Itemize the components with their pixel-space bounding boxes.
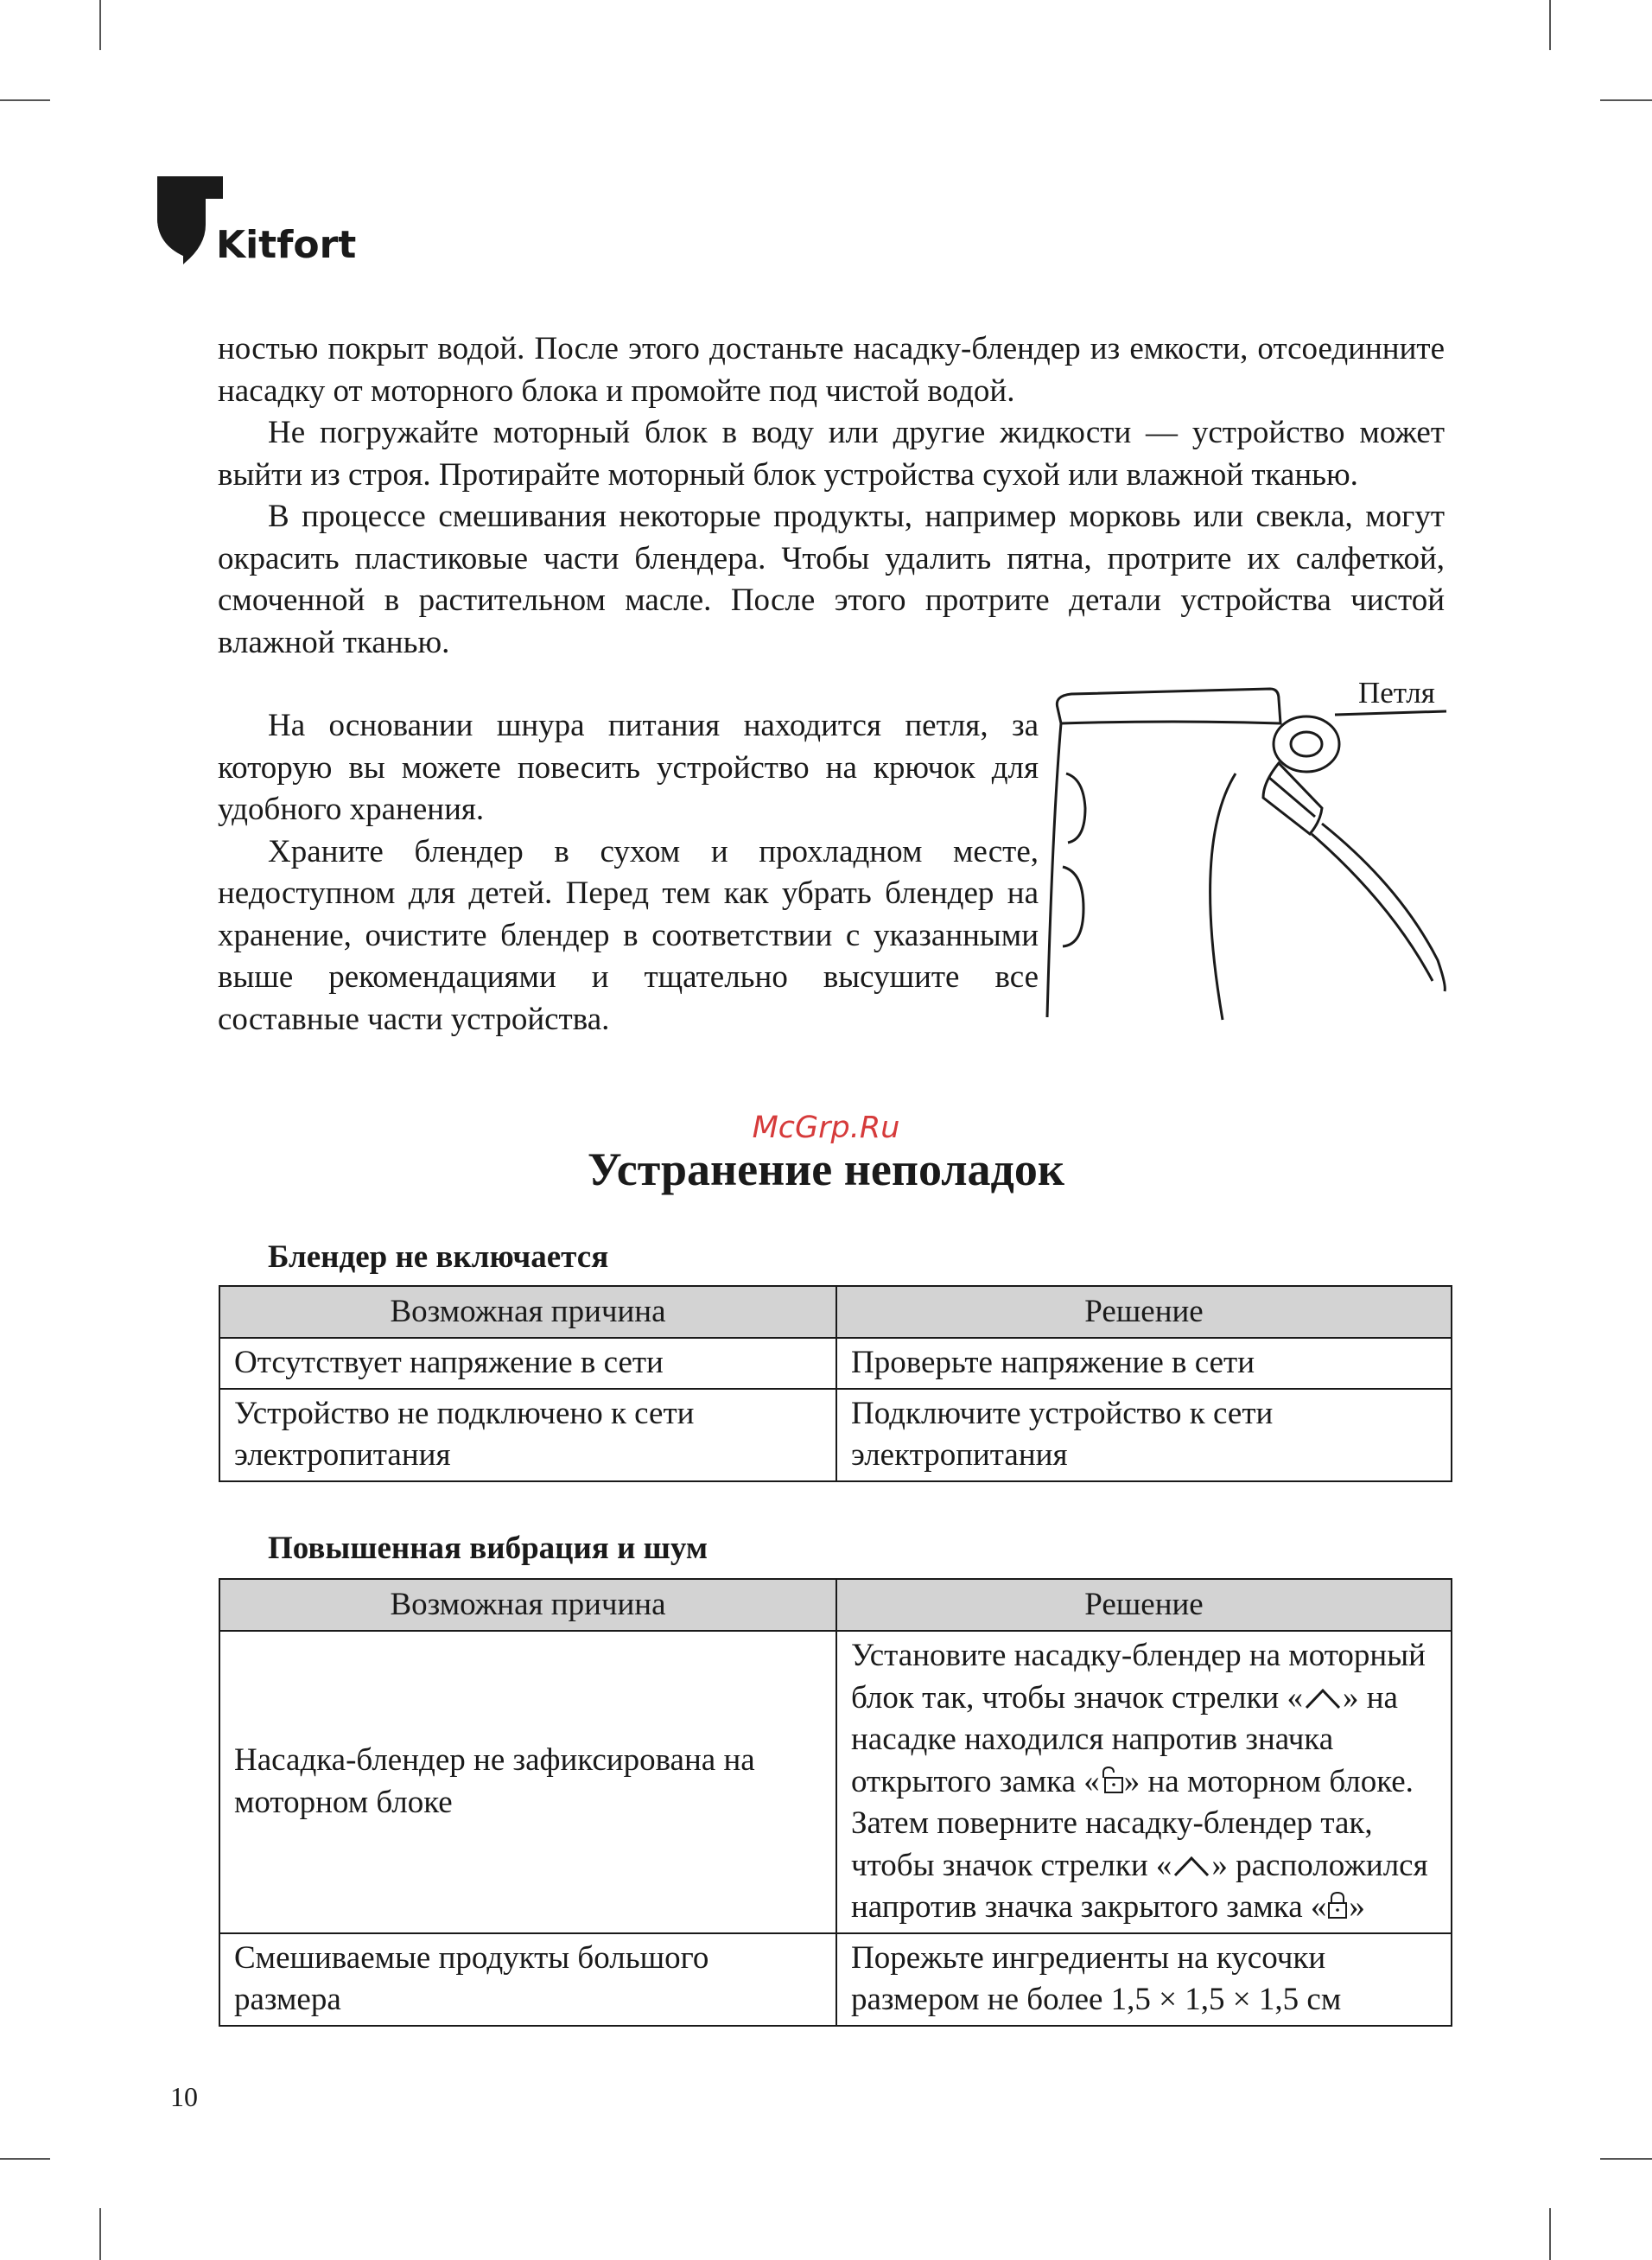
text-block-side — [218, 705, 1039, 1041]
crop-mark — [0, 2158, 50, 2160]
solution-text: » на насадке находился напротив значка открытого замка « — [851, 1679, 1398, 1799]
table-header-row — [219, 1579, 1452, 1631]
table-row — [219, 1389, 1452, 1481]
table-row — [219, 1933, 1452, 2026]
solution-text: » — [1349, 1889, 1365, 1925]
column-header: Решение — [836, 1579, 1452, 1631]
column-header: Возможная причина — [219, 1579, 836, 1631]
brand-logo — [157, 173, 356, 268]
solution-cell: Порежьте ингредиенты на кусочки размером не более 1,5 × 1,5 × 1,5 см — [836, 1933, 1452, 2026]
crop-mark — [0, 99, 50, 101]
crop-mark — [1600, 2158, 1652, 2160]
callout-label: Петля — [1358, 676, 1435, 710]
table-row — [219, 1338, 1452, 1389]
arrow-up-icon — [1303, 1685, 1343, 1711]
table-header-row — [219, 1286, 1452, 1338]
blender-loop-illustration — [1037, 670, 1460, 1033]
cause-cell: Отсутствует напряжение в сети — [219, 1338, 836, 1389]
crop-mark — [99, 2208, 101, 2260]
cause-cell: Смешиваемые продукты большого размера — [219, 1933, 836, 2026]
crop-mark — [1549, 2208, 1551, 2260]
solution-cell: Проверьте напряжение в сети — [836, 1338, 1452, 1389]
crop-mark — [99, 0, 101, 50]
crop-mark — [1600, 99, 1652, 101]
paragraph: В процессе смешивания некоторые продукты, например морковь или свекла, могут окрасить пластиковые части блендера. Чтобы удалить пятна, протрите их салфеткой, смоченной в растительном масле. После этого протрите детали устройства чистой влажной тканью. — [218, 499, 1445, 660]
table1-subtitle: Блендер не включается — [268, 1239, 609, 1275]
column-header: Возможная причина — [219, 1286, 836, 1338]
table-row — [219, 1631, 1452, 1933]
troubleshooting-table-1 — [219, 1285, 1452, 1482]
solution-cell — [836, 1631, 1452, 1933]
paragraph: Не погружайте моторный блок в воду или другие жидкости — устройство может выйти из строя. Протирайте моторный блок устройства сухой или влажной тканью. — [218, 415, 1445, 493]
paragraph: На основании шнура питания находится петля, за которую вы можете повесить устройство на крючок для удобного хранения. — [218, 708, 1039, 827]
troubleshooting-table-2 — [219, 1578, 1452, 2027]
column-header: Решение — [836, 1286, 1452, 1338]
section-title: Устранение неполадок — [588, 1143, 1064, 1195]
watermark: McGrp.Ru — [752, 1111, 900, 1145]
cause-cell: Устройство не подключено к сети электропитания — [219, 1389, 836, 1481]
solution-cell: Подключите устройство к сети электропитания — [836, 1389, 1452, 1481]
closed-lock-icon — [1326, 1891, 1349, 1920]
brand-name: Kitfort — [216, 223, 357, 267]
text-block-top — [218, 328, 1445, 664]
cause-cell: Насадка-блендер не зафиксирована на моторном блоке — [219, 1631, 836, 1933]
paragraph: Храните блендер в сухом и прохладном месте, недоступном для детей. Перед тем как убрать блендер на хранение, очистите блендер в соответствии с указанными выше рекомендациями и тщательно высушите все составные части устройства. — [218, 833, 1039, 1037]
solution-text: » расположился напротив значка закрытого замка « — [851, 1847, 1428, 1925]
crop-mark — [1549, 0, 1551, 50]
table2-subtitle: Повышенная вибрация и шум — [268, 1531, 708, 1566]
solution-text: Установите насадку-блендер на моторный блок так, чтобы значок стрелки « — [851, 1638, 1426, 1716]
page-number: 10 — [170, 2081, 198, 2112]
open-lock-icon — [1100, 1766, 1124, 1795]
arrow-up-icon — [1172, 1853, 1211, 1879]
paragraph: ностью покрыт водой. После этого достаньте насадку-блендер из емкости, отсоединните насадку от моторного блока и промойте под чистой водой. — [218, 331, 1445, 409]
solution-text: » на моторном блоке. Затем поверните насадку-блендер так, чтобы значок стрелки « — [851, 1763, 1414, 1883]
